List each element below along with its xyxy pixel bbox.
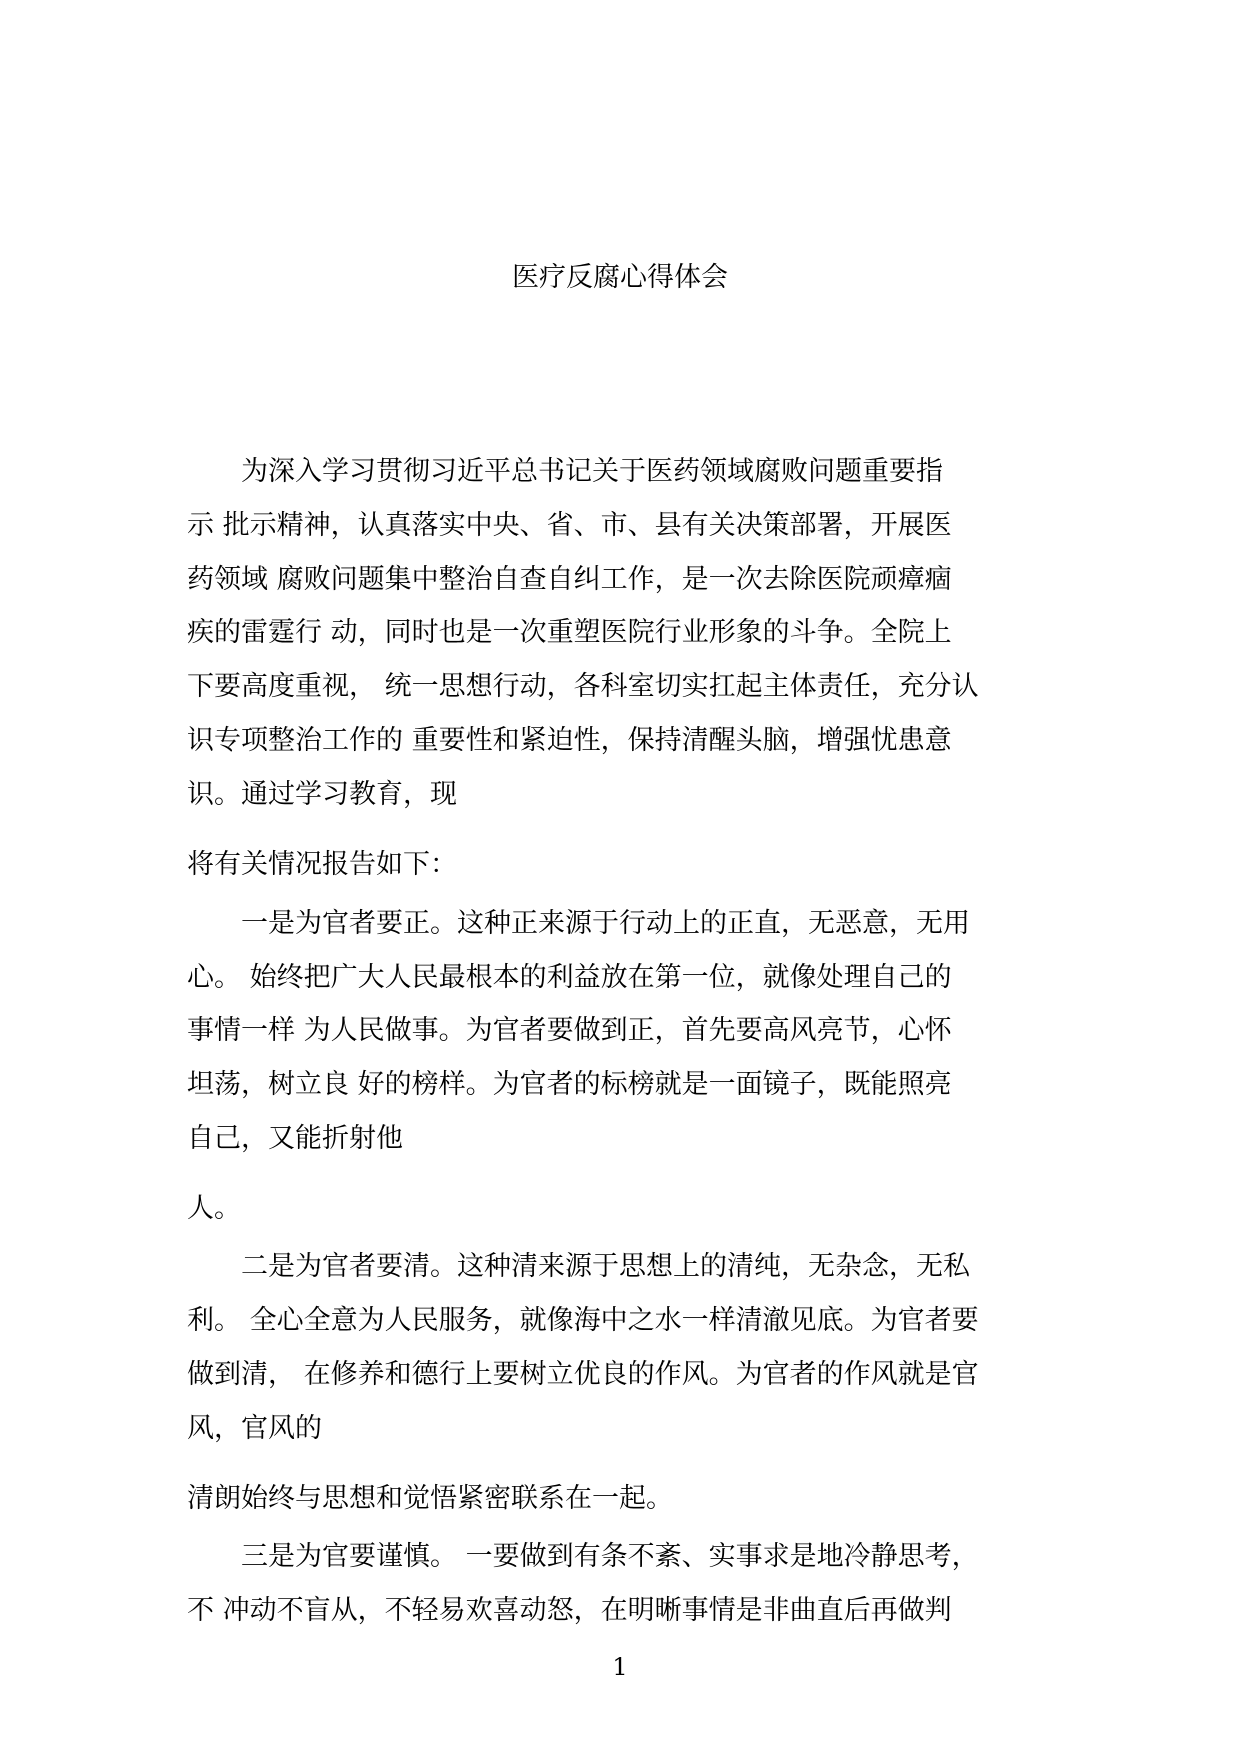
text-line: 不 冲动不盲从，不轻易欢喜动怒，在明晰事情是非曲直后再做判 — [187, 1595, 952, 1626]
text-line: 坦荡，树立良 好的榜样。为官者的标榜就是一面镜子，既能照亮 — [187, 1069, 952, 1100]
text-line: 识专项整治工作的 重要性和紧迫性，保持清醒头脑，增强忧患意 — [187, 725, 952, 756]
text-line: 识。通过学习教育，现 — [187, 779, 457, 810]
text-line: 利。 全心全意为人民服务，就像海中之水一样清澈见底。为官者要 — [187, 1305, 979, 1336]
text-line: 人。 — [187, 1193, 241, 1224]
text-line: 为深入学习贯彻习近平总书记关于医药领域腐败问题重要指 — [187, 456, 943, 487]
text-line: 风，官风的 — [187, 1413, 322, 1444]
text-line: 二是为官者要清。这种清来源于思想上的清纯，无杂念，无私 — [187, 1251, 970, 1282]
text-line: 自己，又能折射他 — [187, 1123, 403, 1154]
text-line: 药领域 腐败问题集中整治自查自纠工作，是一次去除医院顽瘴痼 — [187, 564, 952, 595]
text-line: 疾的雷霆行 动，同时也是一次重塑医院行业形象的斗争。全院上 — [187, 617, 952, 648]
text-line: 三是为官要谨慎。 一要做到有条不紊、实事求是地冷静思考， — [187, 1541, 979, 1572]
text-line: 清朗始终与思想和觉悟紧密联系在一起。 — [187, 1483, 673, 1514]
text-line: 事情一样 为人民做事。为官者要做到正，首先要高风亮节，心怀 — [187, 1015, 952, 1046]
page-number: 1 — [612, 1653, 628, 1681]
text-line: 将有关情况报告如下： — [187, 849, 457, 880]
text-line: 心。 始终把广大人民最根本的利益放在第一位，就像处理自己的 — [187, 962, 952, 993]
text-line: 示 批示精神，认真落实中央、省、市、县有关决策部署，开展医 — [187, 510, 952, 541]
text-line: 下要高度重视， 统一思想行动，各科室切实扛起主体责任，充分认 — [187, 671, 979, 702]
text-line: 一是为官者要正。这种正来源于行动上的正直，无恶意，无用 — [187, 908, 970, 939]
document-title: 医疗反腐心得体会 — [512, 262, 728, 293]
text-line: 做到清， 在修养和德行上要树立优良的作风。为官者的作风就是官 — [187, 1359, 979, 1390]
